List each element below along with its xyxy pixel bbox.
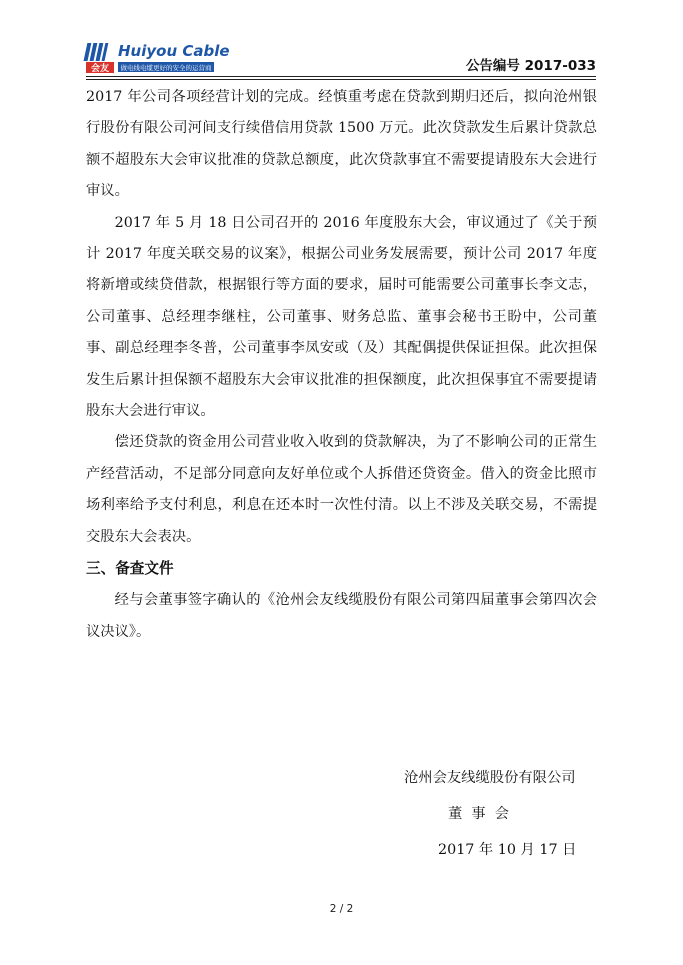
- page-header: [86, 40, 596, 80]
- header-rule: [86, 76, 596, 80]
- document-body: [86, 82, 597, 648]
- paragraph-loan: 2017 年公司各项经营计划的完成。经慎重考虑在贷款到期归还后，拟向沧州银行股份有限公司河间支行续借信用贷款 1500 万元。此次贷款发生后累计贷款总额不超股东大会审议批准的贷款总额度，此次贷款事宜不需要提请股东大会进行审议。: [86, 89, 597, 200]
- signature-company: 沧州会友线缆股份有限公司: [404, 770, 576, 786]
- svg-text:Huiyou Cable: Huiyou Cable: [118, 42, 230, 60]
- page-number: 2 / 2: [329, 903, 354, 915]
- svg-text:会友: 会友: [90, 64, 110, 74]
- notice-number: 公告编号 2017-033: [465, 58, 596, 74]
- signature-date: 2017 年 10 月 17 日: [438, 842, 577, 858]
- signature-board: 董事会: [448, 806, 518, 822]
- paragraph-guarantee: 2017 年 5 月 18 日公司召开的 2016 年度股东大会，审议通过了《关于预计 2017 年度关联交易的议案》，根据公司业务发展需要，预计公司 2017 年度将新增或续贷借款，根据银行等方面的要求，届时可能需要公司董事长李文志，公司董事、总经理李继柱，公司董事、财务总监、董事会秘书王盼中，公司董事、副总经理李冬普，公司董事李凤安或（及）其配偶提供保证担保。此次担保发生后累计担保额不超股东大会审议批准的担保额度，此次担保事宜不需要提请股东大会进行审议。: [86, 214, 597, 420]
- paragraph-repayment: 偿还贷款的资金用公司营业收入收到的贷款解决，为了不影响公司的正常生产经营活动，不足部分同意向友好单位或个人拆借还贷资金。借入的资金比照市场利率给予支付利息，利息在还本时一次性付清。以上不涉及关联交易，不需提交股东大会表决。: [86, 434, 597, 545]
- company-logo: [86, 40, 230, 76]
- paragraph-reference: 经与会董事签字确认的《沧州会友线缆股份有限公司第四届董事会第四次会议决议》。: [86, 592, 597, 640]
- section-heading: 三、备查文件: [86, 560, 174, 578]
- svg-text:做电线电缆更好的安全的运营商: 做电线电缆更好的安全的运营商: [120, 64, 212, 72]
